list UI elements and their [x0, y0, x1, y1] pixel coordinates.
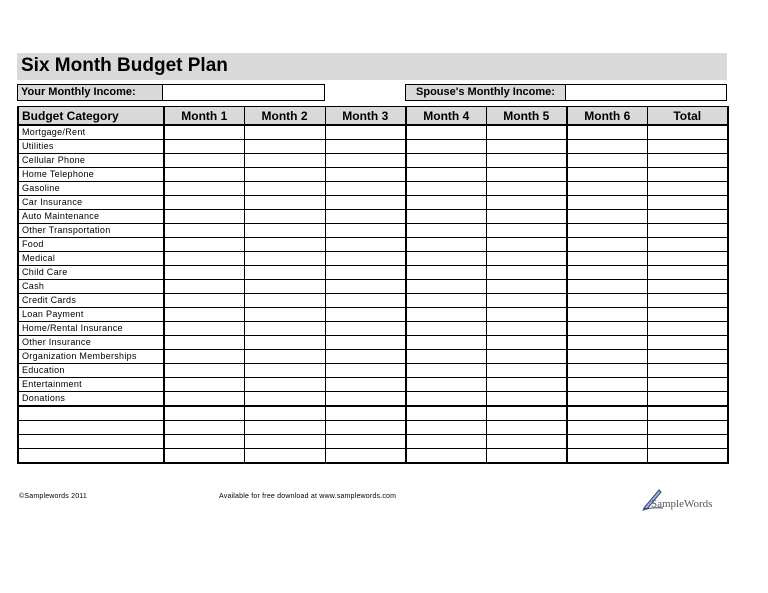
- total-cell[interactable]: [647, 322, 728, 336]
- total-cell[interactable]: [647, 406, 728, 421]
- month-1-cell[interactable]: [164, 294, 244, 308]
- month-4-cell[interactable]: [406, 196, 486, 210]
- total-cell[interactable]: [647, 308, 728, 322]
- month-3-cell[interactable]: [325, 168, 406, 182]
- total-cell[interactable]: [647, 435, 728, 449]
- month-4-cell[interactable]: [406, 421, 486, 435]
- table-row: [18, 280, 728, 294]
- budget-category-cell: Other Transportation: [18, 224, 164, 238]
- month-3-cell[interactable]: [325, 154, 406, 168]
- month-2-cell[interactable]: [244, 322, 325, 336]
- total-cell[interactable]: [647, 449, 728, 464]
- month-2-cell[interactable]: [244, 266, 325, 280]
- total-cell[interactable]: [647, 421, 728, 435]
- budget-category-cell: Home Telephone: [18, 168, 164, 182]
- month-3-cell[interactable]: [325, 280, 406, 294]
- budget-category-cell: Credit Cards: [18, 294, 164, 308]
- total-cell[interactable]: [647, 392, 728, 407]
- month-1-cell[interactable]: [164, 266, 244, 280]
- spouse-income-label: Spouse's Monthly Income:: [405, 84, 566, 101]
- month-3-cell[interactable]: [325, 435, 406, 449]
- month-1-cell[interactable]: [164, 238, 244, 252]
- month-4-cell[interactable]: [406, 378, 486, 392]
- total-cell[interactable]: [647, 210, 728, 224]
- month-3-cell[interactable]: [325, 196, 406, 210]
- month-1-cell[interactable]: [164, 125, 244, 140]
- table-row: [18, 336, 728, 350]
- header-month-2: Month 2: [244, 107, 325, 126]
- month-4-cell[interactable]: [406, 140, 486, 154]
- month-5-cell[interactable]: [486, 364, 567, 378]
- month-2-cell[interactable]: [244, 140, 325, 154]
- table-row: [18, 322, 728, 336]
- table-row: [18, 196, 728, 210]
- copyright-text: ©Samplewords 2011: [19, 493, 87, 500]
- month-5-cell[interactable]: [486, 421, 567, 435]
- month-4-cell[interactable]: [406, 280, 486, 294]
- month-1-cell[interactable]: [164, 392, 244, 407]
- month-5-cell[interactable]: [486, 350, 567, 364]
- month-4-cell[interactable]: [406, 449, 486, 464]
- month-3-cell[interactable]: [325, 406, 406, 421]
- month-5-cell[interactable]: [486, 252, 567, 266]
- budget-category-cell: Loan Payment: [18, 308, 164, 322]
- spouse-income-field[interactable]: [565, 84, 727, 101]
- month-2-cell[interactable]: [244, 210, 325, 224]
- month-5-cell[interactable]: [486, 266, 567, 280]
- header-month-4: Month 4: [406, 107, 486, 126]
- month-6-cell[interactable]: [567, 294, 647, 308]
- month-5-cell[interactable]: [486, 196, 567, 210]
- page-title: Six Month Budget Plan: [21, 55, 228, 76]
- month-1-cell[interactable]: [164, 449, 244, 464]
- total-cell[interactable]: [647, 168, 728, 182]
- table-row: [18, 350, 728, 364]
- budget-category-cell: Medical: [18, 252, 164, 266]
- budget-category-cell: Education: [18, 364, 164, 378]
- month-1-cell[interactable]: [164, 154, 244, 168]
- month-2-cell[interactable]: [244, 280, 325, 294]
- month-3-cell[interactable]: [325, 182, 406, 196]
- month-6-cell[interactable]: [567, 350, 647, 364]
- month-2-cell[interactable]: [244, 182, 325, 196]
- month-2-cell[interactable]: [244, 392, 325, 407]
- table-row: [18, 210, 728, 224]
- month-3-cell[interactable]: [325, 350, 406, 364]
- month-5-cell[interactable]: [486, 210, 567, 224]
- header-month-6: Month 6: [567, 107, 647, 126]
- table-row: [18, 252, 728, 266]
- month-4-cell[interactable]: [406, 210, 486, 224]
- header-budget-category: Budget Category: [18, 107, 164, 126]
- table-row: [18, 378, 728, 392]
- month-1-cell[interactable]: [164, 406, 244, 421]
- month-1-cell[interactable]: [164, 210, 244, 224]
- month-6-cell[interactable]: [567, 336, 647, 350]
- month-5-cell[interactable]: [486, 125, 567, 140]
- month-1-cell[interactable]: [164, 435, 244, 449]
- budget-category-cell: Gasoline: [18, 182, 164, 196]
- budget-category-cell: Car Insurance: [18, 196, 164, 210]
- month-1-cell[interactable]: [164, 322, 244, 336]
- month-5-cell[interactable]: [486, 378, 567, 392]
- month-6-cell[interactable]: [567, 392, 647, 407]
- table-row: [18, 154, 728, 168]
- month-6-cell[interactable]: [567, 210, 647, 224]
- month-2-cell[interactable]: [244, 252, 325, 266]
- budget-category-cell: [18, 435, 164, 449]
- month-2-cell[interactable]: [244, 238, 325, 252]
- budget-table: [17, 106, 729, 464]
- total-cell[interactable]: [647, 252, 728, 266]
- month-4-cell[interactable]: [406, 168, 486, 182]
- month-6-cell[interactable]: [567, 364, 647, 378]
- total-cell[interactable]: [647, 350, 728, 364]
- budget-category-cell: [18, 406, 164, 421]
- your-income-label: Your Monthly Income:: [17, 84, 163, 101]
- month-5-cell[interactable]: [486, 392, 567, 407]
- month-3-cell[interactable]: [325, 266, 406, 280]
- month-3-cell[interactable]: [325, 364, 406, 378]
- month-2-cell[interactable]: [244, 449, 325, 464]
- month-3-cell[interactable]: [325, 421, 406, 435]
- month-2-cell[interactable]: [244, 294, 325, 308]
- month-2-cell[interactable]: [244, 196, 325, 210]
- month-1-cell[interactable]: [164, 280, 244, 294]
- month-3-cell[interactable]: [325, 294, 406, 308]
- month-1-cell[interactable]: [164, 168, 244, 182]
- month-6-cell[interactable]: [567, 182, 647, 196]
- your-income-field[interactable]: [162, 84, 325, 101]
- month-5-cell[interactable]: [486, 294, 567, 308]
- month-5-cell[interactable]: [486, 238, 567, 252]
- month-4-cell[interactable]: [406, 154, 486, 168]
- month-6-cell[interactable]: [567, 196, 647, 210]
- month-6-cell[interactable]: [567, 378, 647, 392]
- month-2-cell[interactable]: [244, 406, 325, 421]
- month-4-cell[interactable]: [406, 125, 486, 140]
- header-month-3: Month 3: [325, 107, 406, 126]
- table-row: [18, 182, 728, 196]
- month-1-cell[interactable]: [164, 378, 244, 392]
- table-row: [18, 449, 728, 464]
- table-row: [18, 140, 728, 154]
- table-row: [18, 294, 728, 308]
- month-6-cell[interactable]: [567, 421, 647, 435]
- budget-category-cell: Cash: [18, 280, 164, 294]
- budget-category-cell: Other Insurance: [18, 336, 164, 350]
- month-6-cell[interactable]: [567, 238, 647, 252]
- budget-category-cell: Child Care: [18, 266, 164, 280]
- month-2-cell[interactable]: [244, 435, 325, 449]
- month-4-cell[interactable]: [406, 435, 486, 449]
- month-6-cell[interactable]: [567, 154, 647, 168]
- month-5-cell[interactable]: [486, 280, 567, 294]
- title-bar: [17, 53, 727, 80]
- month-3-cell[interactable]: [325, 125, 406, 140]
- total-cell[interactable]: [647, 140, 728, 154]
- total-cell[interactable]: [647, 280, 728, 294]
- total-cell[interactable]: [647, 294, 728, 308]
- total-cell[interactable]: [647, 238, 728, 252]
- month-5-cell[interactable]: [486, 168, 567, 182]
- month-4-cell[interactable]: [406, 238, 486, 252]
- month-4-cell[interactable]: [406, 266, 486, 280]
- month-1-cell[interactable]: [164, 140, 244, 154]
- month-5-cell[interactable]: [486, 336, 567, 350]
- table-row: [18, 435, 728, 449]
- month-2-cell[interactable]: [244, 154, 325, 168]
- month-4-cell[interactable]: [406, 392, 486, 407]
- month-6-cell[interactable]: [567, 322, 647, 336]
- month-4-cell[interactable]: [406, 336, 486, 350]
- month-5-cell[interactable]: [486, 435, 567, 449]
- month-3-cell[interactable]: [325, 308, 406, 322]
- samplewords-logo: [641, 486, 721, 512]
- month-6-cell[interactable]: [567, 140, 647, 154]
- month-1-cell[interactable]: [164, 252, 244, 266]
- table-row: [18, 421, 728, 435]
- month-6-cell[interactable]: [567, 280, 647, 294]
- month-3-cell[interactable]: [325, 140, 406, 154]
- month-3-cell[interactable]: [325, 322, 406, 336]
- total-cell[interactable]: [647, 125, 728, 140]
- month-4-cell[interactable]: [406, 294, 486, 308]
- total-cell[interactable]: [647, 224, 728, 238]
- total-cell[interactable]: [647, 266, 728, 280]
- month-6-cell[interactable]: [567, 224, 647, 238]
- budget-category-cell: Mortgage/Rent: [18, 125, 164, 140]
- total-cell[interactable]: [647, 196, 728, 210]
- month-2-cell[interactable]: [244, 168, 325, 182]
- table-row: [18, 224, 728, 238]
- month-4-cell[interactable]: [406, 182, 486, 196]
- month-4-cell[interactable]: [406, 350, 486, 364]
- month-4-cell[interactable]: [406, 224, 486, 238]
- month-1-cell[interactable]: [164, 364, 244, 378]
- table-row: [18, 406, 728, 421]
- month-6-cell[interactable]: [567, 449, 647, 464]
- table-row: [18, 238, 728, 252]
- month-3-cell[interactable]: [325, 252, 406, 266]
- budget-category-cell: Organization Memberships: [18, 350, 164, 364]
- month-2-cell[interactable]: [244, 378, 325, 392]
- month-2-cell[interactable]: [244, 350, 325, 364]
- month-3-cell[interactable]: [325, 238, 406, 252]
- budget-category-cell: Donations: [18, 392, 164, 407]
- logo-text: SampleWords: [651, 498, 713, 510]
- total-cell[interactable]: [647, 336, 728, 350]
- month-3-cell[interactable]: [325, 449, 406, 464]
- month-2-cell[interactable]: [244, 308, 325, 322]
- budget-category-cell: Food: [18, 238, 164, 252]
- month-1-cell[interactable]: [164, 308, 244, 322]
- total-cell[interactable]: [647, 364, 728, 378]
- table-header-row: [18, 107, 728, 126]
- month-6-cell[interactable]: [567, 168, 647, 182]
- month-5-cell[interactable]: [486, 140, 567, 154]
- month-1-cell[interactable]: [164, 196, 244, 210]
- budget-category-cell: [18, 449, 164, 464]
- table-row: [18, 125, 728, 140]
- month-6-cell[interactable]: [567, 435, 647, 449]
- month-4-cell[interactable]: [406, 252, 486, 266]
- month-6-cell[interactable]: [567, 308, 647, 322]
- month-1-cell[interactable]: [164, 182, 244, 196]
- month-1-cell[interactable]: [164, 421, 244, 435]
- month-5-cell[interactable]: [486, 449, 567, 464]
- month-5-cell[interactable]: [486, 322, 567, 336]
- table-row: [18, 168, 728, 182]
- month-3-cell[interactable]: [325, 210, 406, 224]
- month-5-cell[interactable]: [486, 154, 567, 168]
- month-1-cell[interactable]: [164, 336, 244, 350]
- month-2-cell[interactable]: [244, 224, 325, 238]
- month-6-cell[interactable]: [567, 125, 647, 140]
- month-2-cell[interactable]: [244, 421, 325, 435]
- table-row: [18, 266, 728, 280]
- month-4-cell[interactable]: [406, 308, 486, 322]
- month-6-cell[interactable]: [567, 406, 647, 421]
- budget-category-cell: Entertainment: [18, 378, 164, 392]
- month-4-cell[interactable]: [406, 322, 486, 336]
- budget-category-cell: Auto Maintenance: [18, 210, 164, 224]
- header-month-1: Month 1: [164, 107, 244, 126]
- total-cell[interactable]: [647, 154, 728, 168]
- month-5-cell[interactable]: [486, 308, 567, 322]
- month-6-cell[interactable]: [567, 252, 647, 266]
- month-2-cell[interactable]: [244, 336, 325, 350]
- month-5-cell[interactable]: [486, 224, 567, 238]
- month-6-cell[interactable]: [567, 266, 647, 280]
- month-4-cell[interactable]: [406, 364, 486, 378]
- total-cell[interactable]: [647, 182, 728, 196]
- month-3-cell[interactable]: [325, 392, 406, 407]
- month-2-cell[interactable]: [244, 125, 325, 140]
- header-total: Total: [647, 107, 728, 126]
- table-row: [18, 308, 728, 322]
- table-row: [18, 392, 728, 407]
- month-3-cell[interactable]: [325, 336, 406, 350]
- month-1-cell[interactable]: [164, 224, 244, 238]
- budget-category-cell: Cellular Phone: [18, 154, 164, 168]
- month-4-cell[interactable]: [406, 406, 486, 421]
- header-month-5: Month 5: [486, 107, 567, 126]
- budget-category-cell: [18, 421, 164, 435]
- total-cell[interactable]: [647, 378, 728, 392]
- download-link[interactable]: Available for free download at www.samplewords.com: [219, 493, 397, 500]
- budget-category-cell: Home/Rental Insurance: [18, 322, 164, 336]
- month-5-cell[interactable]: [486, 182, 567, 196]
- month-2-cell[interactable]: [244, 364, 325, 378]
- budget-category-cell: Utilities: [18, 140, 164, 154]
- month-3-cell[interactable]: [325, 224, 406, 238]
- month-5-cell[interactable]: [486, 406, 567, 421]
- month-1-cell[interactable]: [164, 350, 244, 364]
- month-3-cell[interactable]: [325, 378, 406, 392]
- table-row: [18, 364, 728, 378]
